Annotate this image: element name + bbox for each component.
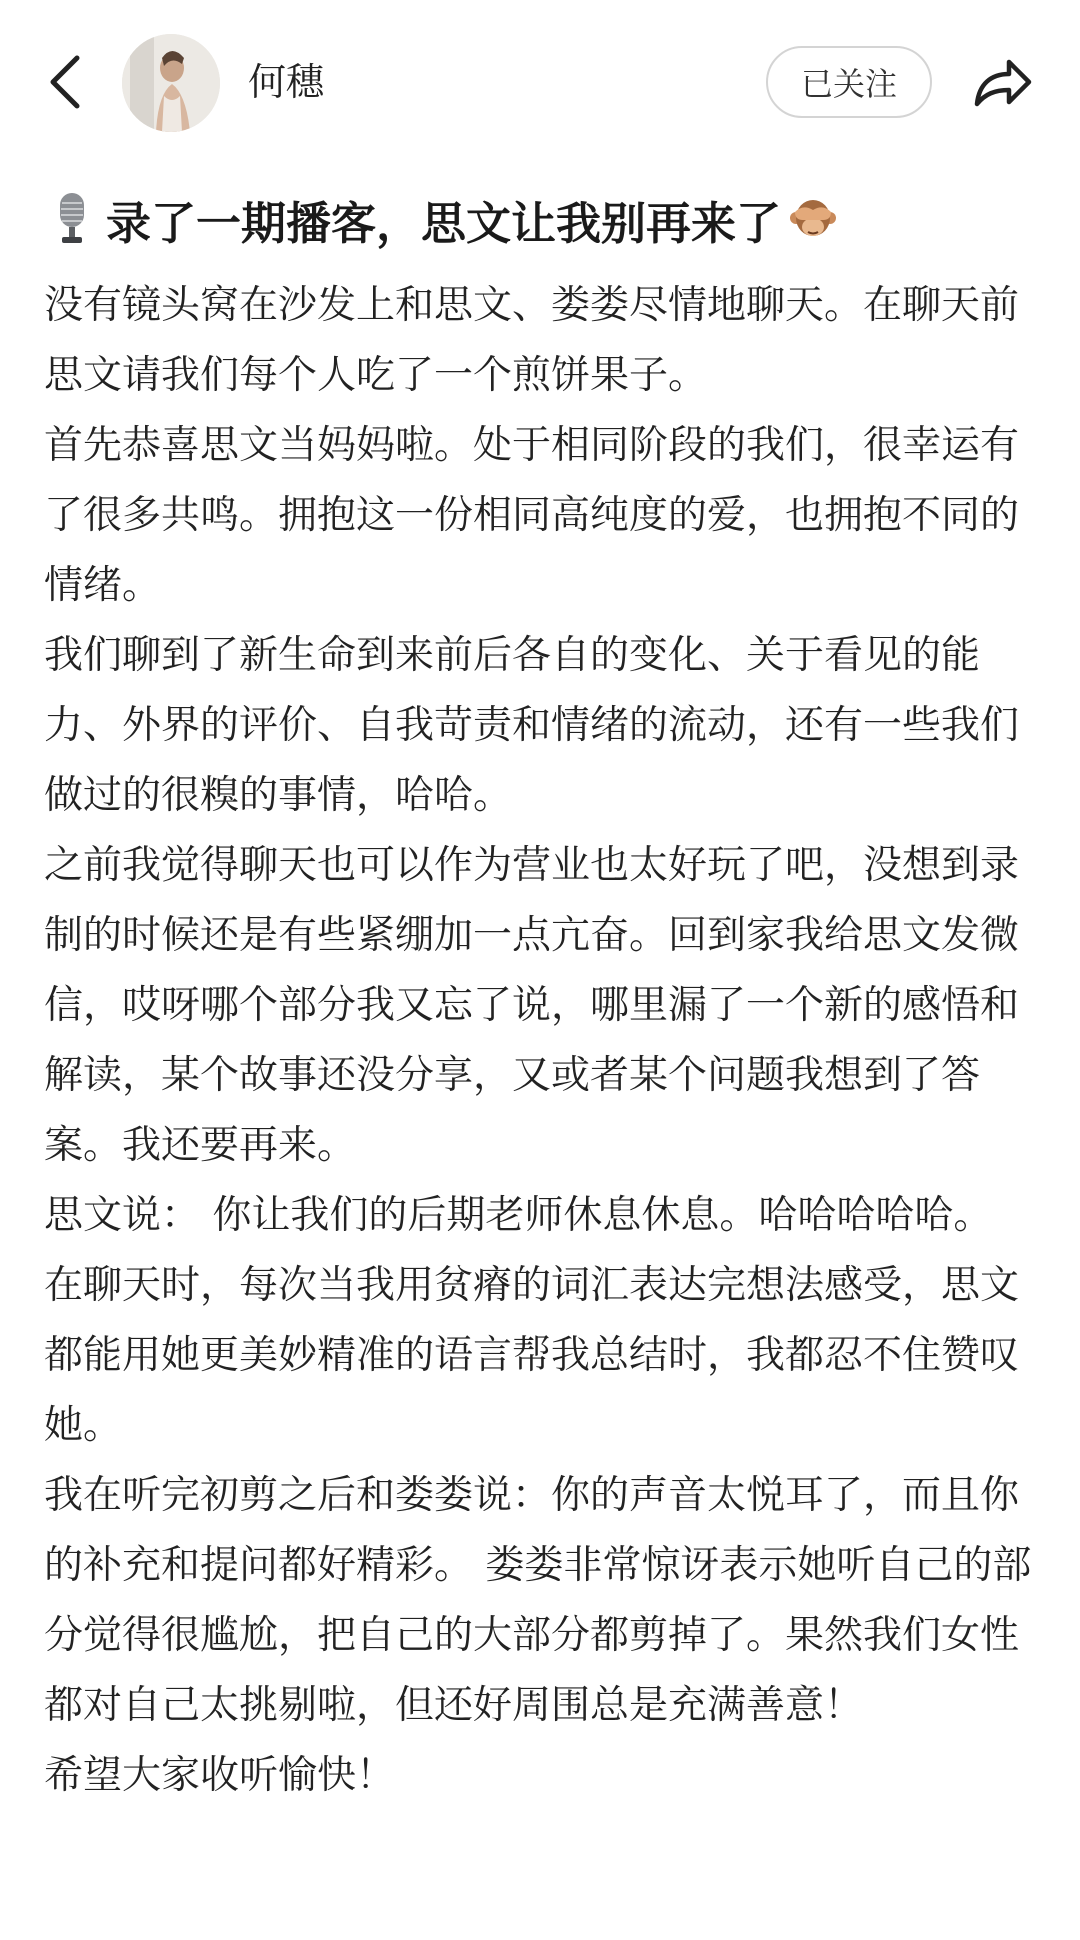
microphone-icon xyxy=(48,191,96,247)
follow-button[interactable]: 已关注 xyxy=(766,46,932,118)
post-paragraph: 希望大家收听愉快！ xyxy=(44,1753,396,1798)
top-bar xyxy=(0,0,1080,170)
post-paragraph: 我们聊到了新生命到来前后各自的变化、关于看见的能力、外界的评价、自我苛责和情绪的流动，还有一些我们做过的很糗的事情，哈哈。 xyxy=(44,633,1020,818)
back-button[interactable] xyxy=(40,50,90,114)
post-paragraph: 没有镜头窝在沙发上和思文、娄娄尽情地聊天。在聊天前思文请我们每个人吃了一个煎饼果子。 xyxy=(44,283,1020,398)
post-paragraph: 思文说： 你让我们的后期老师休息休息。哈哈哈哈哈。 xyxy=(44,1193,993,1238)
post-paragraph: 首先恭喜思文当妈妈啦。处于相同阶段的我们，很幸运有了很多共鸣。拥抱这一份相同高纯度的爱，也拥抱不同的情绪。 xyxy=(44,423,1020,608)
share-button[interactable] xyxy=(968,50,1038,114)
post-body xyxy=(44,271,1044,1811)
post-title-row xyxy=(48,186,1048,252)
chevron-left-icon xyxy=(47,54,83,110)
avatar[interactable] xyxy=(122,34,220,132)
share-arrow-icon xyxy=(971,54,1035,110)
avatar-image xyxy=(122,34,220,132)
author-name[interactable]: 何穗 xyxy=(248,60,325,104)
post-paragraph: 我在听完初剪之后和娄娄说：你的声音太悦耳了，而且你的补充和提问都好精彩。 娄娄非常惊讶表示她听自己的部分觉得很尴尬，把自己的大部分都剪掉了。果然我们女性都对自己太挑剔啦，但还好周围总是充满善意！ xyxy=(44,1473,1032,1728)
post-paragraph: 之前我觉得聊天也可以作为营业也太好玩了吧，没想到录制的时候还是有些紧绷加一点亢奋。回到家我给思文发微信，哎呀哪个部分我又忘了说，哪里漏了一个新的感悟和解读，某个故事还没分享，又或者某个问题我想到了答案。我还要再来。 xyxy=(44,843,1020,1168)
post-title: 录了一期播客，思文让我别再来了 xyxy=(106,196,782,250)
see-no-evil-monkey-icon xyxy=(789,191,837,247)
post-paragraph: 在聊天时，每次当我用贫瘠的词汇表达完想法感受，思文都能用她更美妙精准的语言帮我总结时，我都忍不住赞叹她。 xyxy=(44,1263,1020,1448)
